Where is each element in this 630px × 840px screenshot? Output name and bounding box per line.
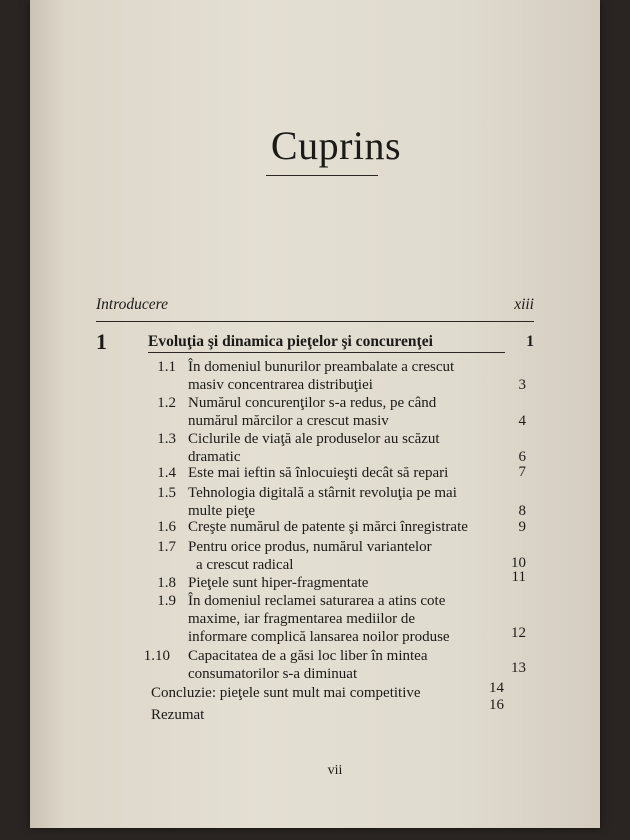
- chapter-page: 1: [526, 333, 534, 350]
- entry-line: consumatorilor s-a diminuat: [188, 666, 358, 682]
- entry-page: 10: [511, 555, 526, 571]
- entry-title: [188, 464, 528, 482]
- entry-number: 1.6: [157, 519, 176, 535]
- entry-title: [188, 647, 528, 683]
- page-number: vii: [327, 763, 343, 778]
- entry-number: 1.7: [157, 539, 176, 555]
- entry-number: 1.4: [157, 465, 176, 481]
- entry-page: 12: [511, 625, 526, 641]
- entry-line: Ciclurile de viaţă ale produselor au scăzut: [188, 431, 440, 447]
- entry-page: 8: [518, 503, 526, 519]
- chapter-divider: [148, 352, 505, 353]
- entry-line: Creşte numărul de patente şi mărci înregistrate: [188, 519, 468, 535]
- entry-number: 1.1: [157, 359, 176, 375]
- entry-page: 11: [511, 569, 526, 585]
- intro-page: xiii: [514, 296, 534, 313]
- entry-line: În domeniul reclamei saturarea a atins cote: [188, 593, 446, 609]
- entry-line: informare complică lansarea noilor produse: [188, 629, 450, 645]
- entry-page: 4: [518, 413, 526, 429]
- intro-divider: [96, 321, 534, 322]
- book-page: [30, 0, 600, 828]
- entry-number: 1.2: [157, 395, 176, 411]
- title-underline: [266, 175, 378, 176]
- entry-number: 1.10: [143, 648, 170, 664]
- toc-entry-conclusion: Concluzie: pieţele sunt mult mai competitive: [151, 685, 421, 701]
- entry-page: 9: [518, 519, 526, 535]
- entry-line: numărul mărcilor a crescut masiv: [188, 413, 389, 429]
- summary-page: 16: [489, 697, 504, 713]
- chapter-title: Evoluţia şi dinamica pieţelor şi concurenţei: [148, 333, 433, 350]
- entry-page: 7: [518, 464, 526, 480]
- entry-line: a crescut radical: [196, 557, 294, 573]
- page-title: Cuprins: [270, 123, 402, 168]
- entry-title: [188, 538, 528, 574]
- entry-line: multe pieţe: [188, 503, 256, 519]
- entry-title: [188, 518, 528, 536]
- entry-page: 13: [511, 660, 526, 676]
- entry-line: Tehnologia digitală a stârnit revoluţia pe mai: [188, 485, 457, 501]
- entry-title: [188, 574, 528, 592]
- conclusion-page: 14: [489, 680, 504, 696]
- entry-title: [188, 430, 528, 466]
- toc-entry-introducere: [96, 296, 534, 314]
- intro-label: Introducere: [96, 296, 169, 313]
- entry-number: 1.9: [157, 593, 176, 609]
- entry-page: 3: [518, 377, 526, 393]
- entry-page: 6: [518, 449, 526, 465]
- entry-line: maxime, iar fragmentarea mediilor de: [188, 611, 415, 627]
- chapter-number: 1: [96, 329, 107, 354]
- entry-line: dramatic: [188, 449, 241, 465]
- entry-line: Este mai ieftin să înlocuieşti decât să repari: [188, 465, 449, 481]
- entry-title: [188, 358, 528, 394]
- entry-line: masiv concentrarea distribuţiei: [188, 377, 373, 393]
- entry-title: [188, 394, 528, 430]
- entry-title: [188, 592, 528, 646]
- entry-line: În domeniul bunurilor preambalate a crescut: [188, 359, 455, 375]
- entry-line: Pieţele sunt hiper-fragmentate: [188, 575, 369, 591]
- entry-number: 1.5: [157, 485, 176, 501]
- entry-title: [188, 484, 528, 520]
- entry-number: 1.3: [157, 431, 176, 447]
- entry-line: Numărul concurenţilor s-a redus, pe când: [188, 395, 437, 411]
- toc-entry-summary: Rezumat: [151, 707, 205, 723]
- entry-number: 1.8: [157, 575, 176, 591]
- entry-line: Pentru orice produs, numărul variantelor: [188, 539, 432, 555]
- entry-line: Capacitatea de a găsi loc liber în mintea: [188, 648, 428, 664]
